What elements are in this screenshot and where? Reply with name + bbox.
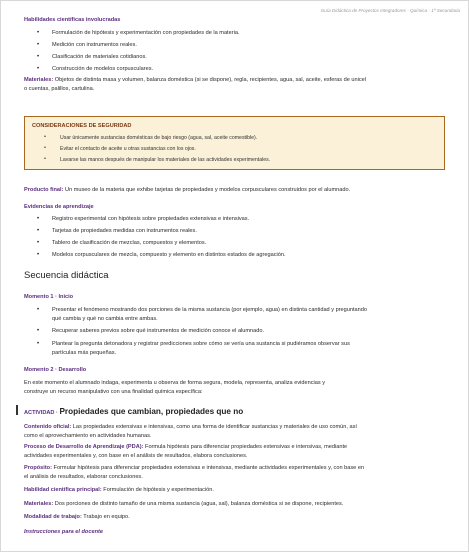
materials-label: Materiales: — [24, 77, 54, 83]
skill-label: Habilidad científica principal: — [24, 487, 102, 493]
pda-text-cont: actividades experimentales y, con base en el análisis de resultados, elabora conclusiones. — [24, 453, 248, 459]
moment2-text: En este momento el alumnado indaga, experimenta u observa de forma segura, modela, representa, analiza evidencias y — [24, 380, 325, 386]
bullet-icon: • — [37, 42, 40, 48]
purpose-text: Formular hipótesis para diferenciar propiedades extensivas e intensivas, mediante actividades experimentales y, con base en — [51, 465, 365, 471]
product-text: Un museo de la materia que exhibe tarjetas de propiedades y modelos corpusculares construidos por el alumnado. — [63, 187, 351, 193]
bullet-icon: • — [37, 307, 40, 313]
activity-materials-line — [24, 500, 343, 508]
content-text-cont: como el aprovechamiento en actividades humanas. — [24, 433, 152, 439]
safety-item: Evitar el contacto de aceite u otras sustancias con los ojos. — [60, 146, 196, 152]
evidence-item: Modelos corpusculares de mezcla, compuesto y elemento en distintos estados de agregación. — [52, 252, 286, 258]
skills-item: Medición con instrumentos reales. — [52, 42, 137, 48]
activity-title: Propiedades que cambian, propiedades que no — [59, 407, 244, 416]
mode-line — [24, 513, 130, 521]
moment2-title: Momento 2 · Desarrollo — [24, 367, 87, 373]
bullet-icon: • — [37, 252, 40, 258]
materials-line — [24, 76, 366, 84]
bullet-icon: • — [44, 134, 46, 140]
activity-label: ACTIVIDAD · — [24, 410, 60, 416]
product-label: Producto final: — [24, 187, 64, 193]
running-header: Guía Didáctica de Proyectos Integradores - Química - 1º Secundaria — [320, 8, 460, 13]
bullet-icon: • — [44, 145, 46, 151]
bullet-icon: • — [37, 328, 40, 334]
activity-marker — [16, 405, 18, 415]
purpose-line — [24, 464, 364, 472]
skills-item: Clasificación de materiales cotidianos. — [52, 54, 147, 60]
bullet-icon: • — [37, 228, 40, 234]
safety-box — [24, 116, 445, 170]
product-line — [24, 186, 350, 194]
bullet-icon: • — [37, 341, 40, 347]
content-line — [24, 423, 357, 431]
instructions-heading: Instrucciones para el docente — [24, 529, 103, 535]
sequence-heading: Secuencia didáctica — [24, 270, 109, 281]
evidence-title: Evidencias de aprendizaje — [24, 204, 94, 210]
pda-text: Formula hipótesis para diferenciar propiedades extensivas e intensivas, mediante — [143, 444, 348, 450]
bullet-icon: • — [44, 156, 46, 162]
bullet-icon: • — [37, 216, 40, 222]
moment1-item: Plantear la pregunta detonadora y registrar predicciones sobre cómo se vería una sustancia si pudiéramos observar sus — [52, 341, 350, 347]
moment2-text-cont: construye un recurso manipulativo con una finalidad química específica: — [24, 389, 203, 395]
skill-text: Formulación de hipótesis y experimentación. — [101, 487, 214, 493]
purpose-label: Propósito: — [24, 465, 52, 471]
content-text: Las propiedades extensivas e intensivas, como una forma de identificar sustancias y materiales de uso común, así — [71, 424, 357, 430]
safety-item: Usar únicamente sustancias domésticas de bajo riesgo (agua, sal, aceite comestible). — [60, 135, 258, 141]
activity-materials-text: Dos porciones de distinto tamaño de una misma sustancia (agua, sal), balanza doméstica si se dispone, recipientes. — [53, 501, 344, 507]
mode-text: Trabajo en equipo. — [81, 514, 130, 520]
moment1-item: Recuperar saberes previos sobre qué instrumentos de medición conoce el alumnado. — [52, 328, 265, 334]
evidence-item: Tablero de clasificación de mezclas, compuestos y elementos. — [52, 240, 207, 246]
activity-heading — [24, 407, 243, 416]
pda-line — [24, 443, 347, 451]
content-label: Contenido oficial: — [24, 424, 72, 430]
moment1-item: Presentar el fenómeno mostrando dos porciones de la misma sustancia (por ejemplo, agua) en distinta cantidad y preguntando — [52, 307, 367, 313]
evidence-item: Registro experimental con hipótesis sobre propiedades extensivas e intensivas. — [52, 216, 250, 222]
skills-title: Habilidades científicas involucradas — [24, 17, 121, 23]
purpose-text-cont: el análisis de resultados, elaborar conclusiones. — [24, 474, 143, 480]
bullet-icon: • — [37, 30, 40, 36]
skill-line — [24, 486, 214, 494]
bullet-icon: • — [37, 54, 40, 60]
skills-item: Formulación de hipótesis y experimentación con propiedades de la materia. — [52, 30, 240, 36]
bullet-icon: • — [37, 66, 40, 72]
mode-label: Modalidad de trabajo: — [24, 514, 82, 520]
safety-item: Lavarse las manos después de manipular los materiales de las actividades experimentales. — [60, 157, 271, 163]
pda-label: Proceso de Desarrollo de Aprendizaje (PDA): — [24, 444, 144, 450]
evidence-item: Tarjetas de propiedades medidas con instrumentos reales. — [52, 228, 197, 234]
bullet-icon: • — [37, 240, 40, 246]
activity-materials-label: Materiales: — [24, 501, 54, 507]
materials-text-cont: o cuentas, palillos, cartulina. — [24, 86, 95, 92]
moment1-item-cont: partículas más pequeñas. — [52, 350, 117, 356]
moment1-title: Momento 1 · Inicio — [24, 294, 74, 300]
safety-title: CONSIDERACIONES DE SEGURIDAD — [32, 123, 132, 129]
skills-item: Construcción de modelos corpusculares. — [52, 66, 154, 72]
moment1-item-cont: qué cambia y qué no cambia entre ambas. — [52, 316, 158, 322]
materials-text: Objetos de distinta masa y volumen, balanza doméstica (si se dispone), regla, recipientes, agua, sal, aceite, esferas de unicel — [53, 77, 367, 83]
